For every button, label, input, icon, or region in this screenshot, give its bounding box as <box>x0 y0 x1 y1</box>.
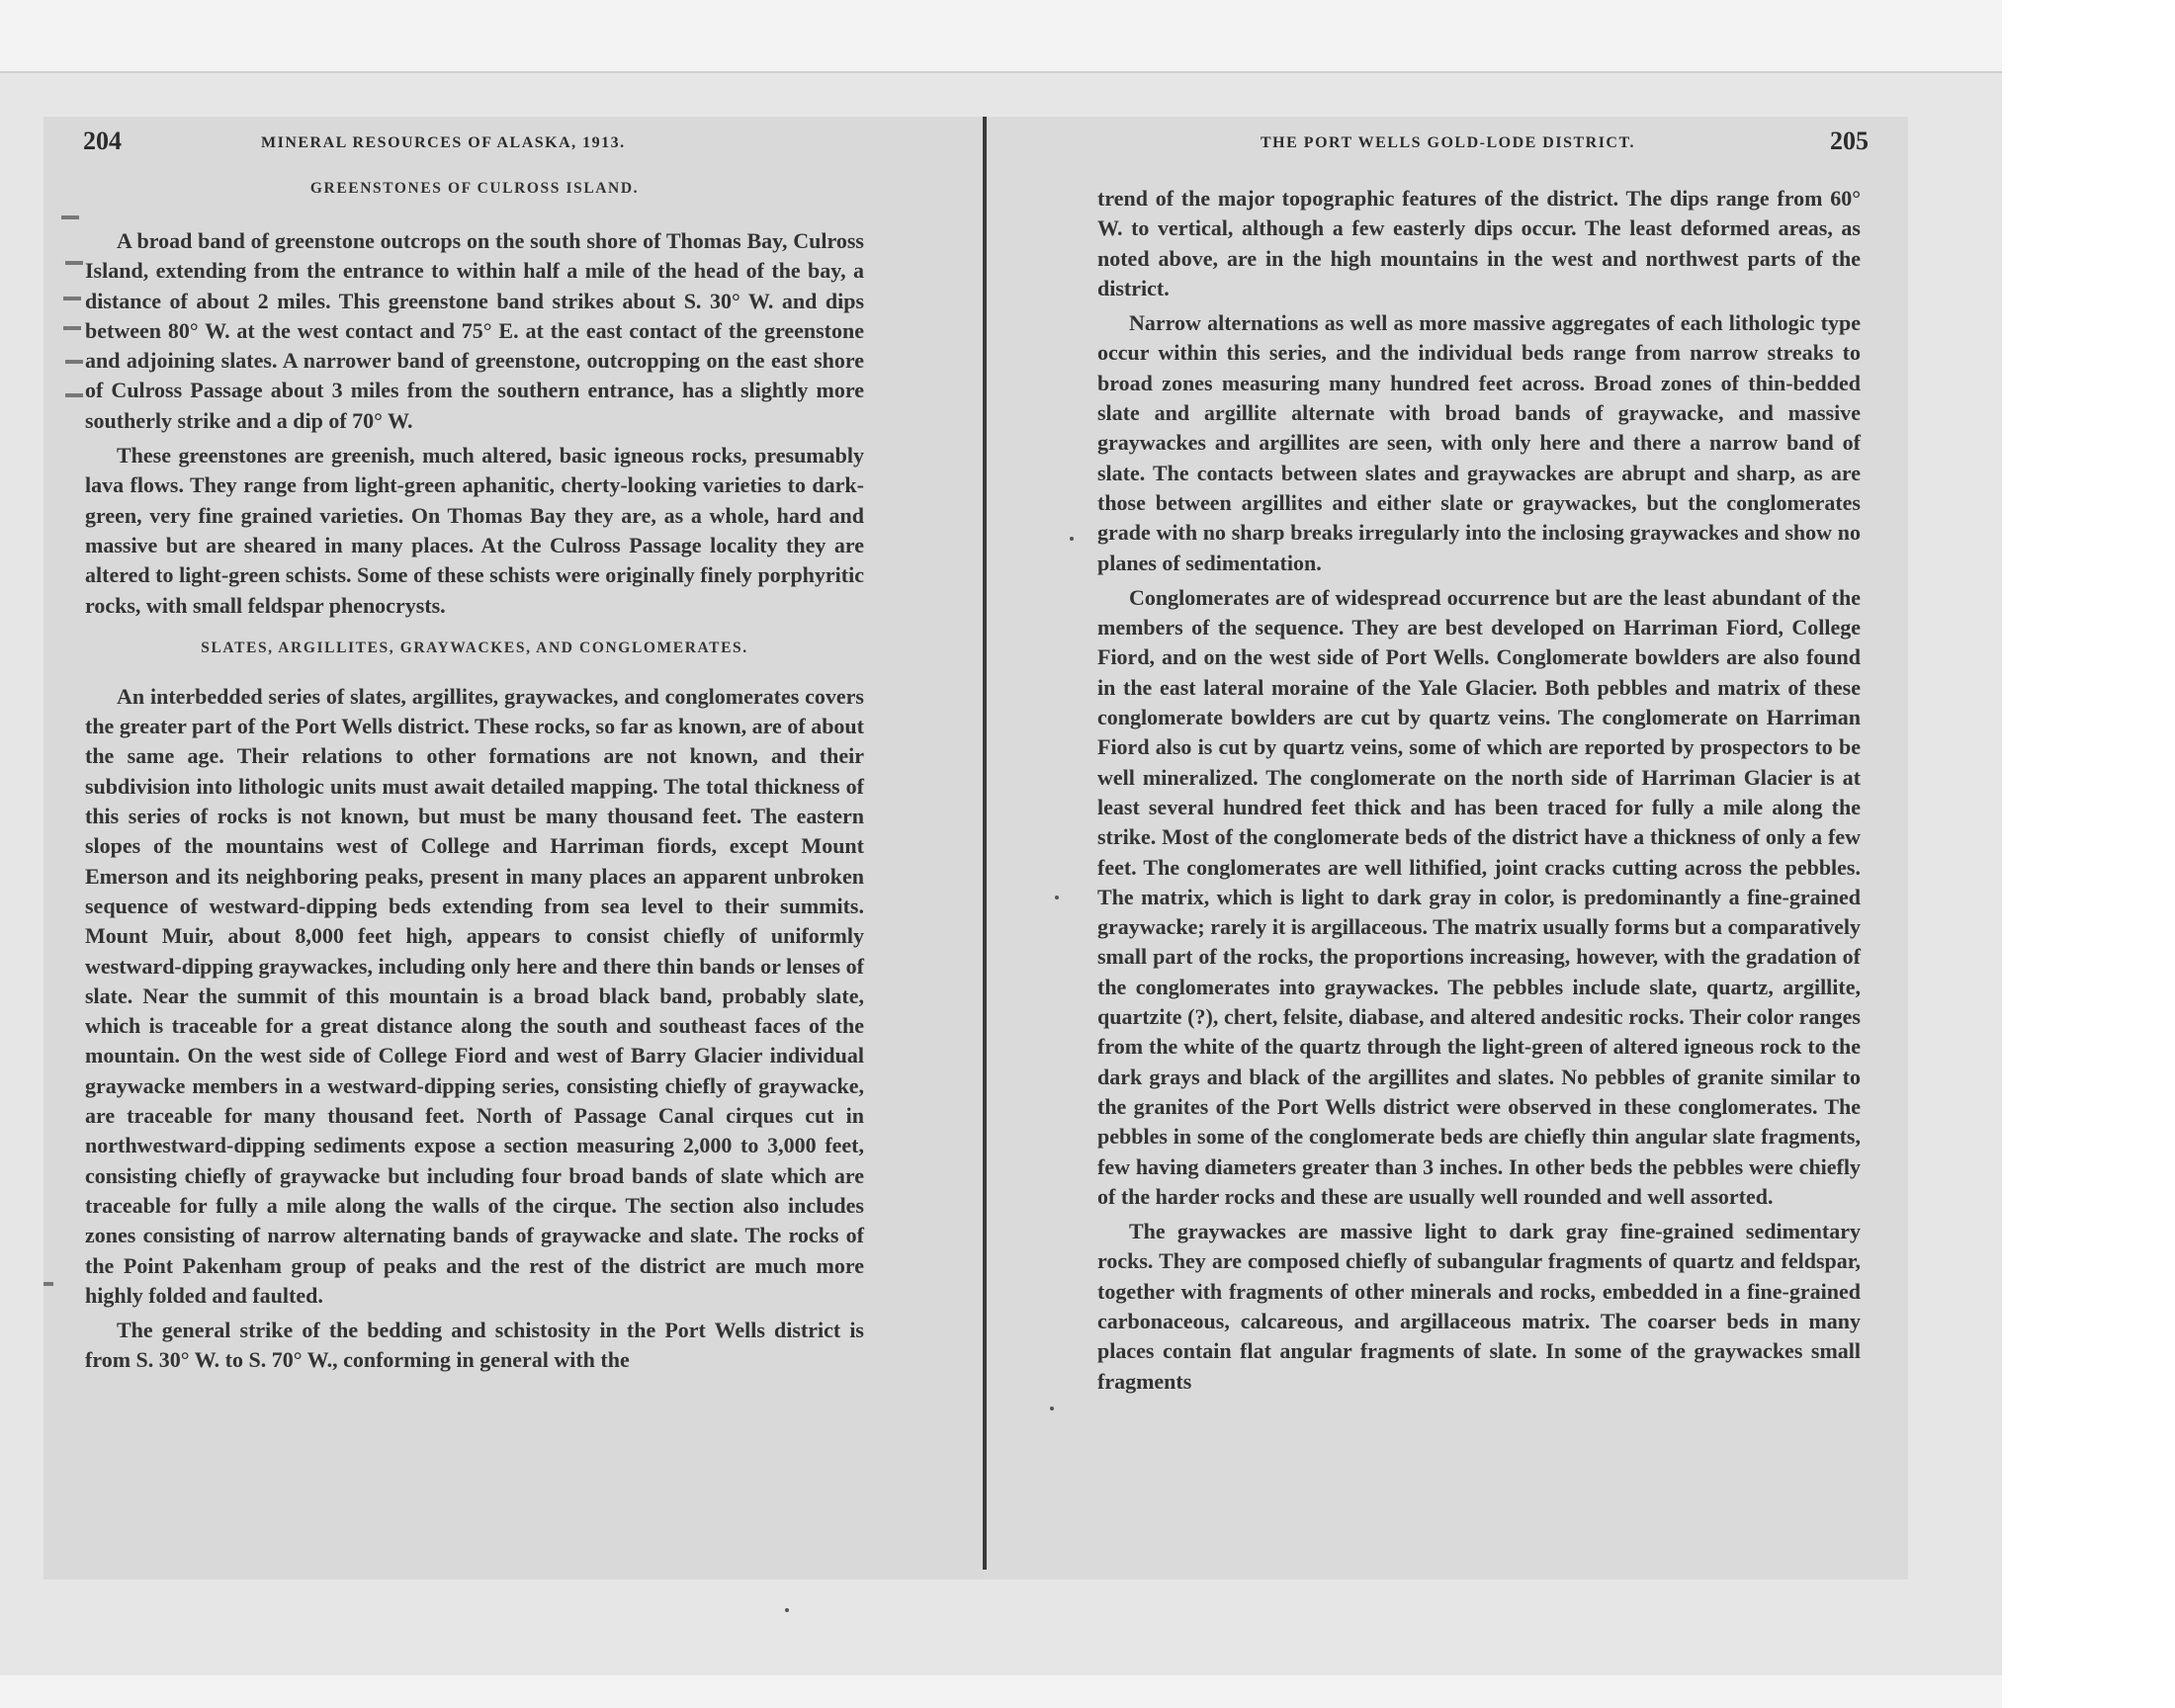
margin-dot <box>1055 896 1059 899</box>
paragraph: Narrow alternations as well as more massive aggregates of each lithologic type occur within this series, and the individual beds range from narrow streaks to broad zones measuring many hundred feet across. Broad zones of thin-bedded slate and argillite alternate with broad bands of graywacke, and massive graywackes and argillites are seen, with only here and there a narrow band of slate. The contacts between slates and graywackes are abrupt and sharp, as are those between argillites and either slate or graywackes, but the conglomerates grade with no sharp breaks irregularly into the inclosing graywackes and show no planes of sedimentation. <box>1097 310 1861 575</box>
paragraph: The graywackes are massive light to dark gray fine-grained sedimentary rocks. They are composed chiefly of subangular fragments of quartz and feldspar, together with fragments of other minerals and rocks, embedded in a fine-grained carbonaceous, calcareous, and argillaceous matrix. The coarser beds in many places contain flat angular fragments of slate. In some of the graywackes small fragments <box>1097 1219 1861 1394</box>
paragraph: The general strike of the bedding and schistosity in the Port Wells district is from S. 30° W. to S. 70° W., conforming in general with the <box>85 1318 864 1373</box>
right-running-title: THE PORT WELLS GOLD-LODE DISTRICT. <box>1261 134 1635 151</box>
section-title-slates: SLATES, ARGILLITES, GRAYWACKES, AND CONGLOMERATES. <box>201 639 748 656</box>
margin-mark <box>65 261 83 265</box>
margin-mark <box>63 297 81 300</box>
right-running-head <box>1117 127 1869 162</box>
left-page-number: 204 <box>83 127 122 155</box>
margin-dot <box>1070 537 1074 541</box>
left-running-title: MINERAL RESOURCES OF ALASKA, 1913. <box>261 134 626 151</box>
right-text-column <box>1097 184 1861 1397</box>
margin-mark <box>65 393 83 397</box>
paragraph: A broad band of greenstone outcrops on the south shore of Thomas Bay, Culross Island, extending from the entrance to within half a mile of the head of the bay, a distance of about 2 miles. This greenstone band strikes about S. 30° W. and dips between 80° W. at the west contact and 75° E. at the east contact of the greenstone and adjoining slates. A narrower band of greenstone, outcropping on the east shore of Culross Passage about 3 miles from the southern entrance, has a slightly more southerly strike and a dip of 70° W. <box>85 228 864 433</box>
margin-dot <box>785 1608 789 1612</box>
margin-mark <box>61 215 79 219</box>
left-running-head <box>83 127 874 162</box>
paragraph: These greenstones are greenish, much altered, basic igneous rocks, presumably lava flows. They range from light-green aphanitic, cherty-looking varieties to dark-green, very fine grained varieties. On Thomas Bay they are, as a whole, hard and massive but are sheared in many places. At the Culross Passage locality they are altered to light-green schists. Some of these schists were originally finely porphyritic rocks, with small feldspar phenocrysts. <box>85 443 864 618</box>
margin-mark <box>63 326 81 330</box>
margin-dot <box>1050 1407 1054 1410</box>
paragraph: An interbedded series of slates, argillites, graywackes, and conglomerates covers the greater part of the Port Wells district. These rocks, so far as known, are of about the same age. Their relations to other formations are not known, and their subdivision into lithologic units must await detailed mapping. The total thickness of this series of rocks is not known, but must be many thousand feet. The eastern slopes of the mountains west of College and Harriman fiords, except Mount Emerson and its neighboring peaks, present in many places an apparent unbroken sequence of westward-dipping beds extending from sea level to their summits. Mount Muir, about 8,000 feet high, appears to consist chiefly of uniformly westward-dipping graywackes, including only here and there thin bands or lenses of slate. Near the summit of this mountain is a broad black band, probably slate, which is traceable for a great distance along the south and southeast faces of the mountain. On the west side of College Fiord and west of Barry Glacier individual graywacke members in a westward-dipping series, consisting chiefly of graywacke, are traceable for many thousand feet. North of Passage Canal cirques cut in northwestward-dipping sediments expose a section measuring 2,000 to 3,000 feet, consisting chiefly of graywacke but including four broad bands of slate which are traceable for fully a mile along the walls of the cirque. The section also includes zones consisting of narrow alternating bands of graywacke and slate. The rocks of the Point Pakenham group of peaks and the rest of the district are much more highly folded and faulted. <box>85 683 864 1308</box>
margin-mark <box>65 360 83 364</box>
right-page-number: 205 <box>1830 127 1869 155</box>
paragraph: Conglomerates are of widespread occurrence but are the least abundant of the members of the sequence. They are best developed on Harriman Fiord, College Fiord, and on the west side of Port Wells. Conglomerate bowlders are also found in the east lateral moraine of the Yale Glacier. Both pebbles and matrix of these conglomerate bowlders are cut by quartz veins. The conglomerate on Harriman Fiord also is cut by quartz veins, some of which are reported by prospectors to be well mineralized. The conglomerate on the north side of Harriman Glacier is at least several hundred feet thick and has been traced for fully a mile along the strike. Most of the conglomerate beds of the district have a thickness of only a few feet. The conglomerates are well lithified, joint cracks cutting across the pebbles. The matrix, which is light to dark gray in color, is predominantly a fine-grained graywacke; rarely it is argillaceous. The matrix usually forms but a comparatively small part of the rocks, the proportions increasing, however, with the gradation of the conglomerates into graywackes. The pebbles include slate, quartz, argillite, quartzite (?), chert, felsite, diabase, and altered andesitic rocks. Their color ranges from the white of the quartz through the light-green of altered igneous rock to the dark grays and black of the argillites and slates. No pebbles of granite similar to the granites of the Port Wells district were observed in these conglomerates. The pebbles in some of the conglomerate beds are chiefly thin angular slate fragments, few having diameters greater than 3 inches. In other beds the pebbles were chiefly of the harder rocks and these are usually well rounded and well assorted. <box>1097 584 1861 1209</box>
blank-margin <box>2002 0 2175 1708</box>
book-gutter <box>983 117 987 1570</box>
left-text-column <box>85 175 864 1376</box>
paragraph: trend of the major topographic features of the district. The dips range from 60° W. to vertical, although a few easterly dips occur. The least deformed areas, as noted above, are in the high mountains in the west and northwest parts of the district. <box>1097 186 1861 300</box>
margin-mark <box>44 1282 53 1286</box>
section-title-greenstones: GREENSTONES OF CULROSS ISLAND. <box>309 180 640 197</box>
